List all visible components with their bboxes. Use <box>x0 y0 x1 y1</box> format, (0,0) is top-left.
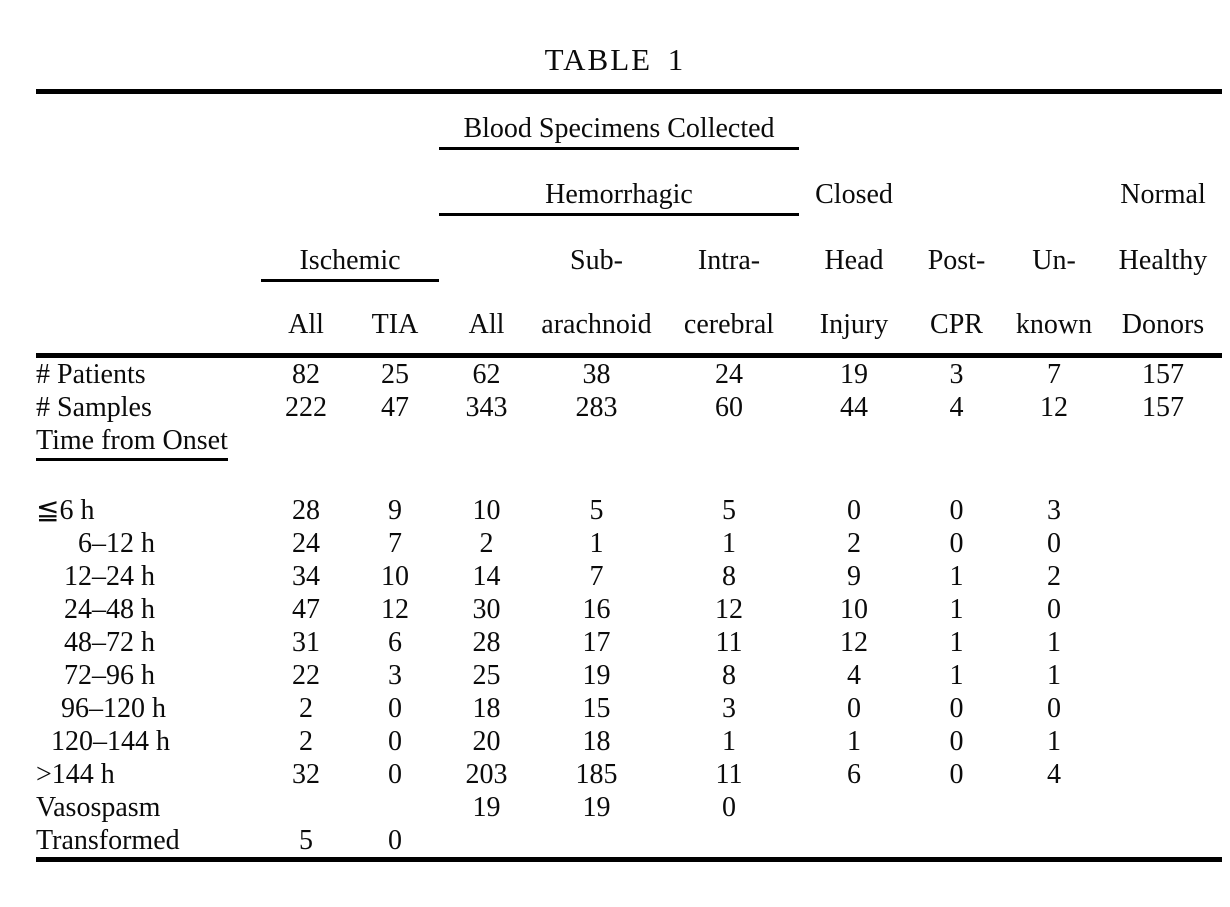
table-row <box>36 692 1222 725</box>
value-cell: 19 <box>582 660 611 691</box>
value-cell: 18 <box>472 693 501 724</box>
row-label-text: ≦6 h <box>36 495 95 526</box>
col-header-arachnoid: arachnoid <box>534 290 659 356</box>
value-cell: 44 <box>840 392 868 423</box>
value-cell <box>1104 461 1222 494</box>
row-label-text: 120–144 h <box>51 726 170 757</box>
value-cell <box>261 791 351 824</box>
col-header-tia: TIA <box>351 290 439 356</box>
row-label <box>36 593 261 626</box>
value-cell <box>909 824 1004 860</box>
row-label-text: 6–12 h <box>78 528 155 559</box>
value-cell: 38 <box>582 359 611 390</box>
row-label-text: # Samples <box>36 392 152 423</box>
value-cell <box>1004 824 1104 860</box>
value-cell <box>261 424 351 461</box>
blood-specimens-group-header <box>439 92 799 158</box>
sub-header: Sub- <box>570 245 623 277</box>
value-cell <box>659 461 799 494</box>
spacer-row <box>36 461 1222 494</box>
value-cell: 12 <box>1040 392 1068 423</box>
value-cell: 1 <box>949 627 964 658</box>
value-cell <box>799 791 909 824</box>
value-cell: 19 <box>472 792 501 823</box>
table-row <box>36 560 1222 593</box>
value-cell: 11 <box>715 759 743 790</box>
col-header-known: known <box>1004 290 1104 356</box>
value-cell <box>351 424 439 461</box>
value-cell: 1 <box>949 594 964 625</box>
table-row <box>36 391 1222 424</box>
value-cell: 10 <box>381 561 409 592</box>
row-label <box>36 391 261 424</box>
value-cell: 22 <box>292 660 320 691</box>
value-cell <box>909 461 1004 494</box>
empty-cell <box>36 158 261 224</box>
header-row-3 <box>36 224 1222 290</box>
value-cell <box>1104 791 1222 824</box>
value-cell: 24 <box>715 359 743 390</box>
value-cell: 203 <box>465 759 508 790</box>
un-header: Un- <box>1032 245 1076 277</box>
empty-cell <box>261 92 439 158</box>
table-row <box>36 626 1222 659</box>
value-cell: 6 <box>847 759 861 790</box>
value-cell: 0 <box>949 495 964 526</box>
value-cell <box>1104 758 1222 791</box>
row-label-text: 24–48 h <box>64 594 155 625</box>
table-row <box>36 758 1222 791</box>
value-cell <box>261 461 351 494</box>
value-cell: 28 <box>292 495 320 526</box>
value-cell: 7 <box>1047 359 1061 390</box>
value-cell: 0 <box>949 693 964 724</box>
value-cell: 5 <box>261 824 351 860</box>
value-cell: 62 <box>472 359 501 390</box>
table-row <box>36 659 1222 692</box>
value-cell <box>1104 659 1222 692</box>
row-label <box>36 424 261 461</box>
value-cell <box>659 424 799 461</box>
value-cell: 2 <box>479 528 494 559</box>
value-cell: 0 <box>847 693 861 724</box>
value-cell: 0 <box>722 792 736 823</box>
value-cell: 0 <box>1047 693 1061 724</box>
value-cell: 20 <box>472 726 501 757</box>
healthy-header: Healthy <box>1118 245 1208 277</box>
blood-specimens-label: Blood Specimens Collected <box>439 114 799 149</box>
col-header-donors: Donors <box>1104 290 1222 356</box>
value-cell <box>1104 725 1222 758</box>
value-cell <box>439 424 534 461</box>
value-cell: 25 <box>472 660 501 691</box>
row-label-text: # Patients <box>36 359 146 390</box>
value-cell: 283 <box>575 392 618 423</box>
value-cell: 47 <box>292 594 320 625</box>
value-cell: 0 <box>1047 594 1061 625</box>
value-cell: 2 <box>299 726 313 757</box>
row-label-text: Vasospasm <box>36 792 161 823</box>
row-label-text: 72–96 h <box>64 660 155 691</box>
value-cell: 0 <box>949 726 964 757</box>
table-row <box>36 593 1222 626</box>
value-cell: 7 <box>589 561 604 592</box>
value-cell <box>1104 560 1222 593</box>
value-cell: 0 <box>388 726 402 757</box>
row-label <box>36 356 261 392</box>
value-cell: 1 <box>949 561 964 592</box>
value-cell: 10 <box>840 594 868 625</box>
value-cell <box>1104 494 1222 527</box>
value-cell <box>1104 626 1222 659</box>
value-cell <box>1104 824 1222 860</box>
value-cell: 17 <box>582 627 611 658</box>
value-cell: 222 <box>285 392 327 423</box>
value-cell <box>534 424 659 461</box>
value-cell: 3 <box>949 359 964 390</box>
value-cell <box>799 424 909 461</box>
value-cell: 8 <box>722 660 736 691</box>
value-cell: 9 <box>847 561 861 592</box>
table-body <box>36 356 1222 860</box>
value-cell: 0 <box>1047 528 1061 559</box>
row-label <box>36 527 261 560</box>
value-cell: 0 <box>949 759 964 790</box>
normal-header: Normal <box>1120 179 1206 211</box>
row-label <box>36 791 261 824</box>
value-cell <box>1104 692 1222 725</box>
value-cell <box>659 824 799 860</box>
value-cell <box>1104 527 1222 560</box>
col-header-all-hemorrhagic: All <box>439 290 534 356</box>
value-cell: 60 <box>715 392 743 423</box>
empty-cell <box>36 92 261 158</box>
specimens-table <box>36 89 1222 862</box>
intra-header: Intra- <box>697 245 761 277</box>
value-cell: 1 <box>1047 660 1061 691</box>
value-cell: 4 <box>949 392 964 423</box>
empty-cell <box>909 158 1004 224</box>
ischemic-group-header <box>261 224 439 290</box>
value-cell: 3 <box>722 693 736 724</box>
value-cell: 16 <box>582 594 611 625</box>
post-header: Post- <box>927 245 986 277</box>
value-cell: 32 <box>292 759 320 790</box>
value-cell: 10 <box>472 495 501 526</box>
col-header-all-ischemic: All <box>261 290 351 356</box>
row-label <box>36 824 261 860</box>
row-label-text: Transformed <box>36 825 180 856</box>
value-cell: 1 <box>722 726 736 757</box>
value-cell: 0 <box>847 495 861 526</box>
value-cell: 25 <box>381 359 409 390</box>
header-row-2 <box>36 158 1222 224</box>
col-header-cerebral: cerebral <box>659 290 799 356</box>
table-row <box>36 725 1222 758</box>
value-cell: 0 <box>351 824 439 860</box>
empty-cell <box>261 158 439 224</box>
empty-cell <box>439 224 534 290</box>
table-row <box>36 824 1222 860</box>
head-header: Head <box>824 245 884 277</box>
row-label-text: >144 h <box>36 759 115 790</box>
table-row <box>36 527 1222 560</box>
row-label-text: 96–120 h <box>61 693 166 724</box>
value-cell: 12 <box>381 594 409 625</box>
row-label <box>36 626 261 659</box>
value-cell: 19 <box>582 792 611 823</box>
empty-cell <box>36 224 261 290</box>
value-cell: 47 <box>381 392 409 423</box>
table-title: TABLE 1 <box>544 42 686 77</box>
value-cell: 2 <box>847 528 861 559</box>
value-cell: 12 <box>840 627 868 658</box>
value-cell <box>1104 424 1222 461</box>
value-cell: 2 <box>299 693 313 724</box>
value-cell <box>799 461 909 494</box>
value-cell: 19 <box>840 359 868 390</box>
value-cell: 1 <box>589 528 604 559</box>
value-cell: 2 <box>1047 561 1061 592</box>
value-cell <box>1004 791 1104 824</box>
table-row <box>36 356 1222 392</box>
value-cell <box>1004 461 1104 494</box>
value-cell <box>439 461 534 494</box>
value-cell <box>799 824 909 860</box>
value-cell: 7 <box>388 528 402 559</box>
value-cell: 3 <box>1047 495 1061 526</box>
col-header-injury: Injury <box>799 290 909 356</box>
value-cell <box>351 461 439 494</box>
ischemic-label: Ischemic <box>261 246 439 281</box>
empty-cell <box>36 290 261 356</box>
value-cell: 24 <box>292 528 320 559</box>
value-cell: 0 <box>388 693 402 724</box>
row-label-text: 12–24 h <box>64 561 155 592</box>
table-row <box>36 791 1222 824</box>
row-label <box>36 725 261 758</box>
header-row-4 <box>36 290 1222 356</box>
value-cell <box>534 461 659 494</box>
value-cell: 82 <box>292 359 320 390</box>
value-cell: 6 <box>388 627 402 658</box>
value-cell: 5 <box>722 495 736 526</box>
value-cell: 1 <box>1047 627 1061 658</box>
value-cell: 1 <box>1047 726 1061 757</box>
value-cell <box>909 791 1004 824</box>
value-cell <box>351 791 439 824</box>
value-cell: 9 <box>388 495 402 526</box>
value-cell: 157 <box>1142 359 1184 390</box>
value-cell: 1 <box>722 528 736 559</box>
table-header <box>36 92 1222 356</box>
value-cell: 11 <box>715 627 743 658</box>
value-cell: 30 <box>472 594 501 625</box>
row-label <box>36 692 261 725</box>
value-cell: 3 <box>388 660 402 691</box>
row-label <box>36 659 261 692</box>
row-label-text: 48–72 h <box>64 627 155 658</box>
value-cell: 5 <box>589 495 604 526</box>
value-cell: 0 <box>949 528 964 559</box>
value-cell: 1 <box>847 726 861 757</box>
empty-cell <box>1004 158 1104 224</box>
value-cell: 15 <box>582 693 611 724</box>
header-row-1 <box>36 92 1222 158</box>
value-cell: 0 <box>388 759 402 790</box>
value-cell <box>534 824 659 860</box>
value-cell: 4 <box>1047 759 1061 790</box>
value-cell: 18 <box>582 726 611 757</box>
table-row <box>36 494 1222 527</box>
value-cell: 1 <box>949 660 964 691</box>
hemorrhagic-label: Hemorrhagic <box>439 180 799 215</box>
hemorrhagic-group-header <box>439 158 799 224</box>
value-cell <box>1104 593 1222 626</box>
row-label <box>36 494 261 527</box>
closed-header: Closed <box>815 179 893 211</box>
row-label-text: Time from Onset <box>36 424 228 461</box>
value-cell <box>1004 424 1104 461</box>
row-label <box>36 461 261 494</box>
value-cell: 34 <box>292 561 320 592</box>
value-cell: 4 <box>847 660 861 691</box>
table-row <box>36 424 1222 461</box>
value-cell: 12 <box>715 594 743 625</box>
row-label <box>36 758 261 791</box>
col-header-cpr: CPR <box>909 290 1004 356</box>
value-cell <box>439 824 534 860</box>
value-cell: 14 <box>472 561 501 592</box>
value-cell: 8 <box>722 561 736 592</box>
value-cell: 31 <box>292 627 320 658</box>
value-cell <box>909 424 1004 461</box>
value-cell: 28 <box>472 627 501 658</box>
value-cell: 185 <box>575 759 618 790</box>
value-cell: 157 <box>1142 392 1184 423</box>
empty-cell <box>799 92 1222 158</box>
row-label <box>36 560 261 593</box>
value-cell: 343 <box>465 392 508 423</box>
